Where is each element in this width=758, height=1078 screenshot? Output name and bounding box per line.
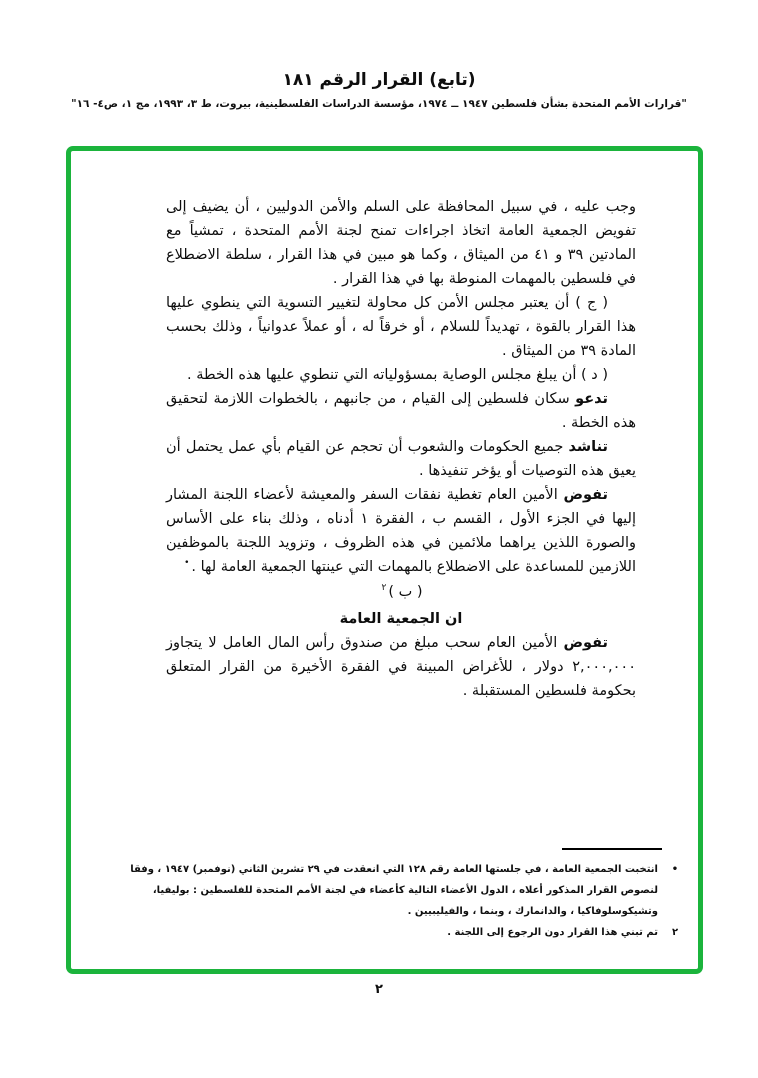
section-b-marker	[166, 580, 636, 604]
footnote-marker: ٢	[671, 927, 679, 938]
paragraph-text: الأمين العام سحب مبلغ من صندوق رأس المال العامل لا يتجاوز ٢,٠٠٠,٠٠٠ دولار ، للأغراض المبينة في الفقرة الأخيرة من القرار المتعلق بحكومة فلسطين المستقبلة .	[166, 635, 636, 699]
paragraph-lead: تناشد	[568, 439, 608, 455]
paragraph-text: ( د ) أن يبلغ مجلس الوصاية بمسؤولياته التي تنطوي عليها هذه الخطة .	[187, 367, 608, 383]
section-b-label: ( ب )	[388, 584, 423, 600]
footnote-item	[118, 922, 684, 943]
paragraph-authorizes-withdrawal	[166, 631, 636, 703]
paragraph-text: الأمين العام تغطية نفقات السفر والمعيشة لأعضاء اللجنة المشار إليها في الجزء الأول ، القسم ب ، الفقرة ١ أدناه ، وذلك بناء على الأساس والصورة اللذين يراهما ملائمين في هذه الظروف ، وتزويد اللجنة بالموظفين اللازمين للمساعدة على الاضطلاع بالمهمات التي عينتها الجمعية العامة لها .	[166, 487, 636, 575]
paragraph-continuation	[166, 195, 636, 291]
paragraph-item-c	[166, 291, 636, 363]
footnote-reference-2: ٢	[381, 583, 387, 594]
paragraph-text: ( ج ) أن يعتبر مجلس الأمن كل محاولة لتغيير التسوية التي ينطوي عليها هذا القرار بالقوة ، تهديداً للسلام ، أو خرقاً له ، أو عملاً عدوانياً ، وذلك بحسب المادة ٣٩ من الميثاق .	[166, 295, 636, 359]
page-number: ٢	[375, 982, 383, 997]
footnote-separator	[562, 848, 662, 850]
footnote-reference-bullet: •	[184, 558, 190, 569]
paragraph-lead: تدعو	[575, 391, 608, 407]
paragraph-item-d	[166, 363, 636, 387]
footnote-text: انتخبت الجمعية العامة ، في جلستها العامة رقم ١٢٨ التي انعقدت في ٢٩ تشرين الثاني (نوفمبر) ١٩٤٧ ، وفقا لنصوص القرار المذكور أعلاه ، الدول الأعضاء التالية كأعضاء في لجنة الأمم المتحدة للفلسطين : بوليفيا، وتشيكوسلوفاكيا ، والدانمارك ، وبنما ، والفيليبيين .	[130, 864, 658, 917]
footnote-text: تم تبني هذا القرار دون الرجوع إلى اللجنة .	[447, 927, 658, 938]
paragraph-lead: تفوض	[563, 487, 608, 503]
paragraph-text: سكان فلسطين إلى القيام ، من جانبهم ، بالخطوات اللازمة لتحقيق هذه الخطة .	[166, 391, 636, 431]
resolution-body	[166, 195, 636, 703]
paragraph-appeals	[166, 435, 636, 483]
source-citation: "قرارات الأمم المتحدة بشأن فلسطين ١٩٤٧ ــ ١٩٧٤، مؤسسة الدراسات الفلسطينية، بيروت، ط ٣، ١٩٩٣، مج ١، ص٤- ١٦"	[71, 98, 687, 110]
paragraph-text: وجب عليه ، في سبيل المحافظة على السلم والأمن الدوليين ، أن يضيف إلى تفويض الجمعية العامة اتخاذ اجراءات تمنح لجنة الأمم المتحدة ، تمشياً مع المادتين ٣٩ و ٤١ من الميثاق ، وكما هو مبين في هذا القرار ، سلطة الاضطلاع في فلسطين بالمهمات المنوطة بها في هذا القرار .	[166, 199, 636, 287]
general-assembly-heading: ان الجمعية العامة	[339, 611, 463, 627]
paragraph-calls-upon	[166, 387, 636, 435]
footnotes-block	[118, 848, 684, 943]
paragraph-authorizes-expenses	[166, 483, 636, 579]
paragraph-text: جميع الحكومات والشعوب أن تحجم عن القيام بأي عمل يحتمل أن يعيق هذه التوصيات أو يؤخر تنفيذها .	[166, 439, 636, 479]
resolution-title: (تابع) القرار الرقم ١٨١	[282, 70, 476, 90]
footnote-marker: •	[671, 864, 679, 875]
content-frame	[66, 146, 703, 974]
page-header	[0, 70, 758, 110]
paragraph-lead: تفوض	[563, 635, 608, 651]
footnote-item	[118, 859, 684, 922]
